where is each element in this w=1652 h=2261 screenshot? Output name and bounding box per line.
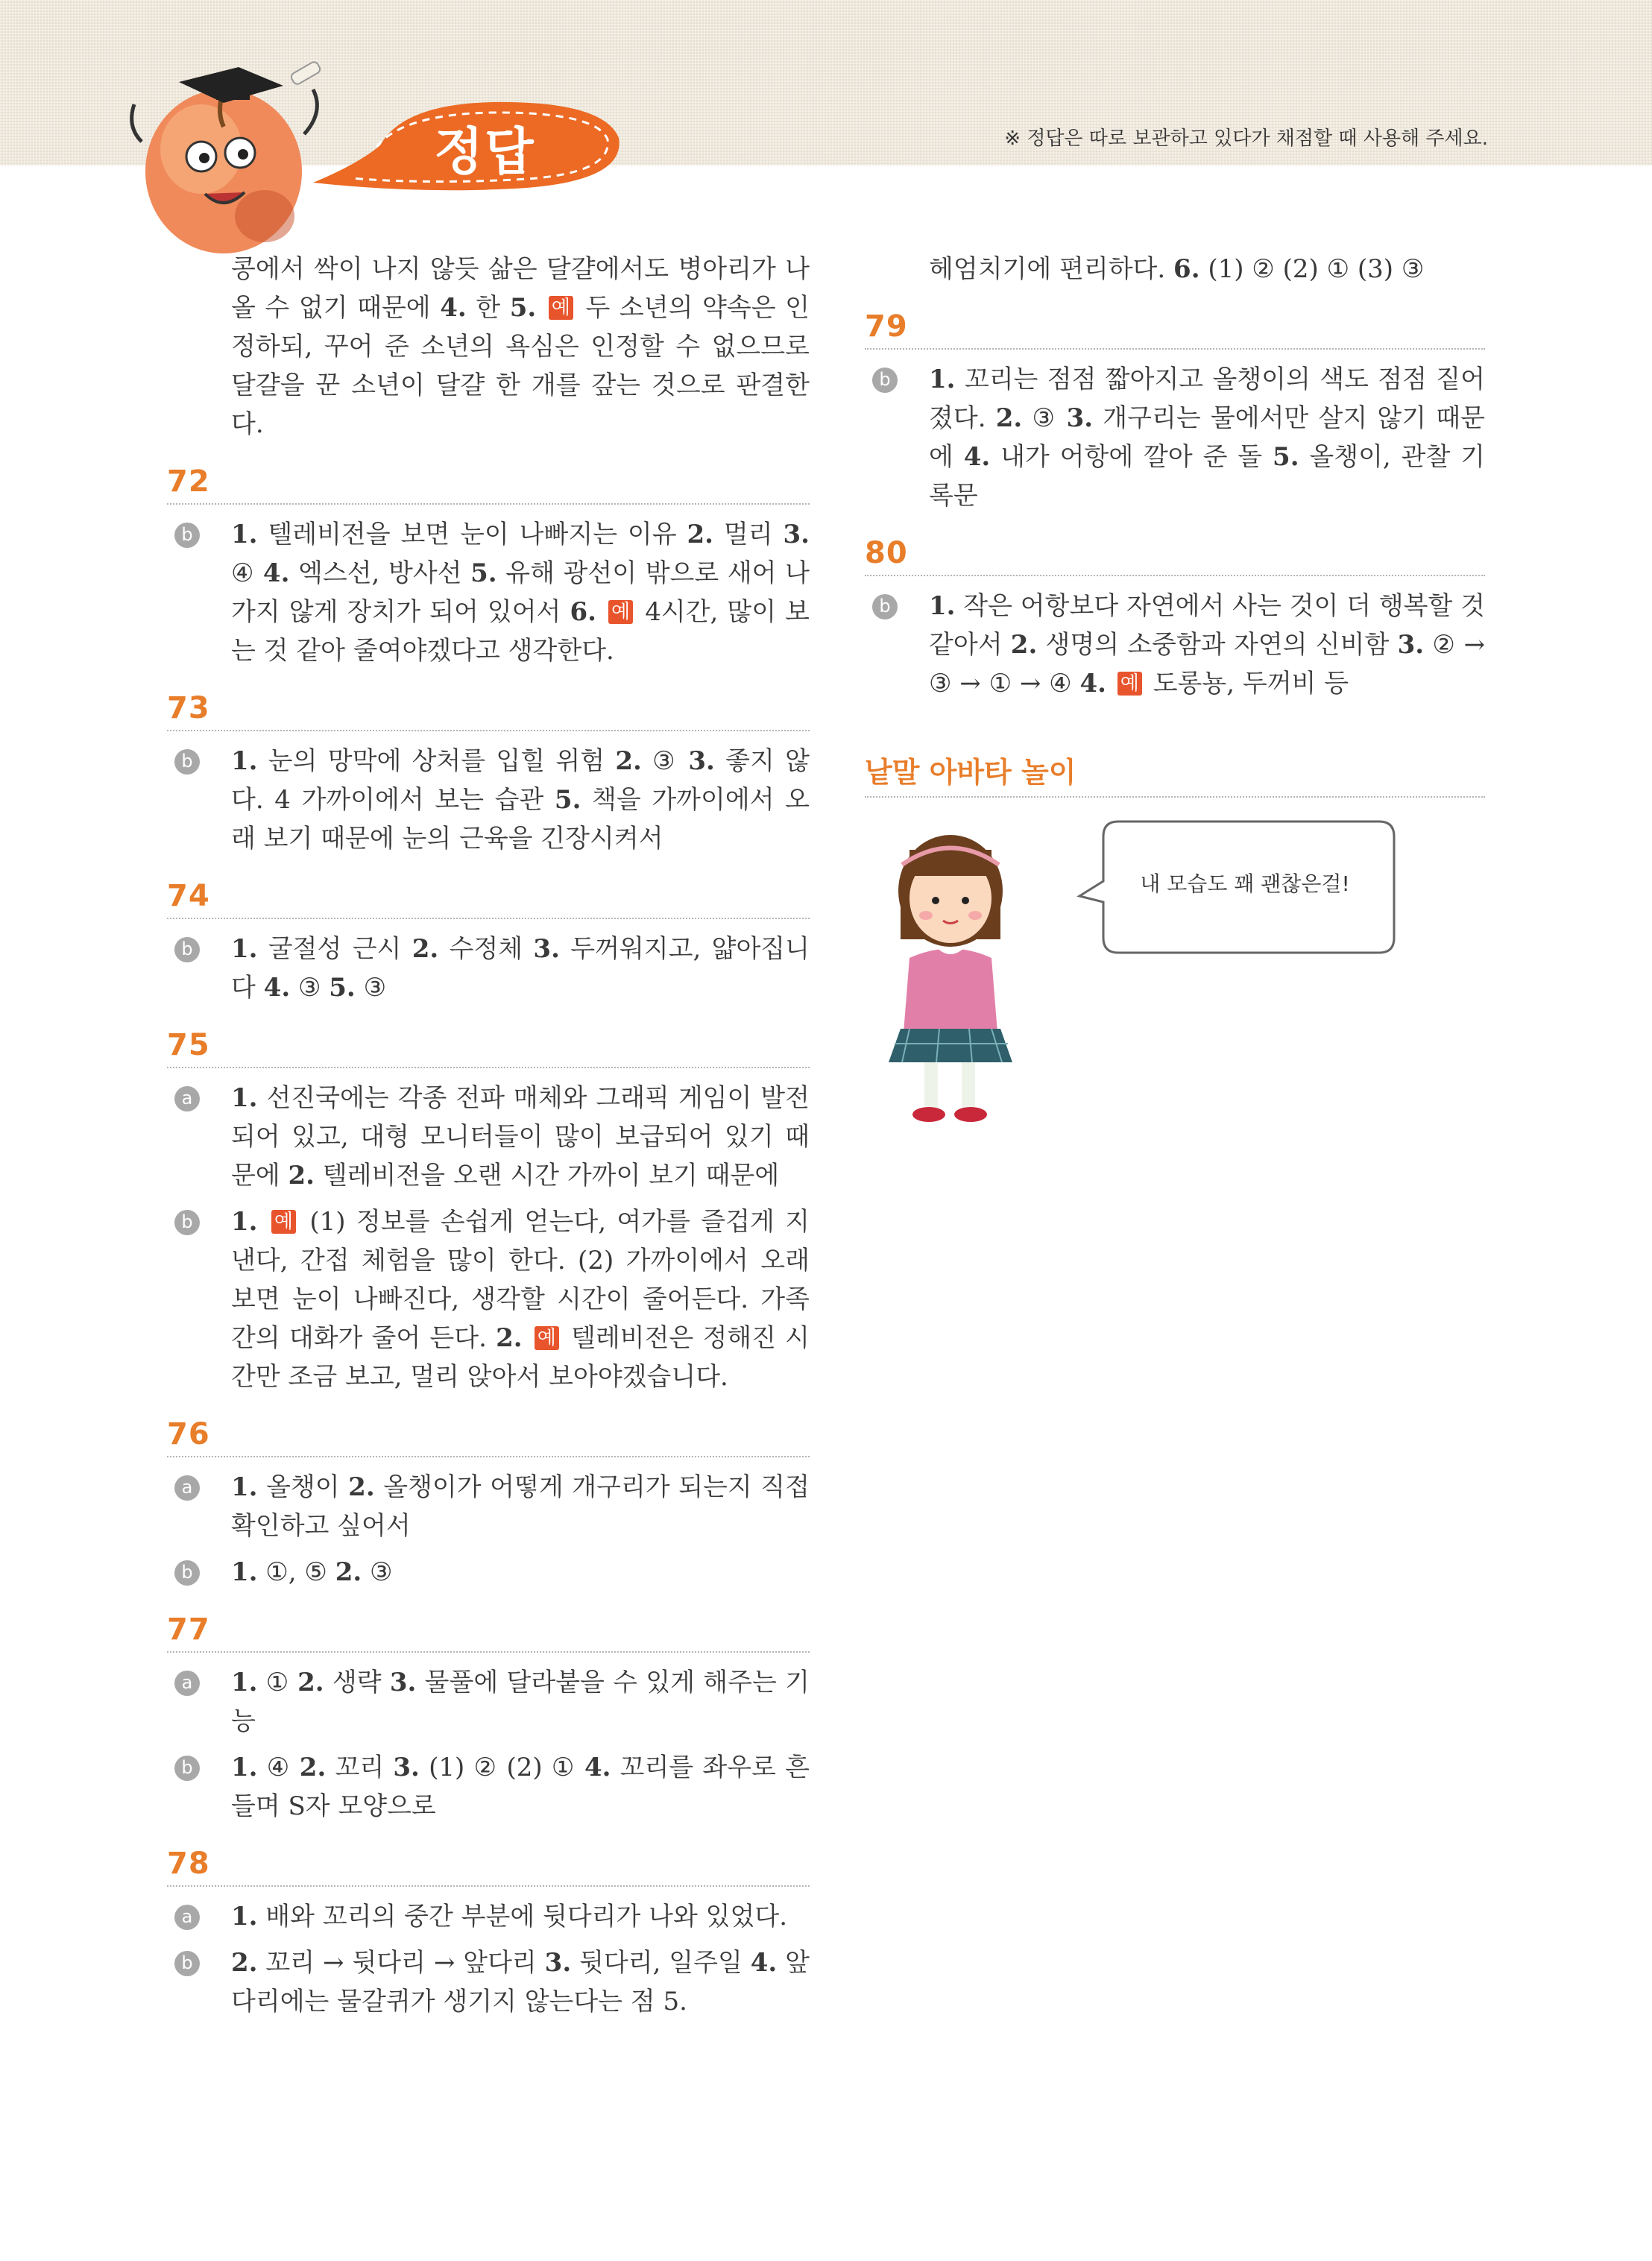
question-80-number: 80 <box>865 536 1485 576</box>
answer-75-a <box>167 1079 810 1195</box>
marker-b-icon: b <box>872 594 898 619</box>
answer-74-b-text: 1. 굴절성 근시 2. 수정체 3. 두꺼워지고, 얇아집니다 4. ③ 5. ③ <box>231 934 810 1003</box>
question-78-number: 78 <box>167 1847 810 1887</box>
right-column <box>865 250 1485 1141</box>
answer-77-a-text: 1. ① 2. 생략 3. 물풀에 달라붙을 수 있게 해주는 기능 <box>231 1668 810 1736</box>
marker-b-icon: b <box>174 1560 200 1586</box>
question-77-number: 77 <box>167 1612 810 1653</box>
question-76-number: 76 <box>167 1417 810 1457</box>
marker-b-icon: b <box>174 523 200 548</box>
marker-b-icon: b <box>174 749 200 775</box>
answer-76-b-text: 1. ①, ⑤ 2. ③ <box>231 1557 393 1587</box>
avatar-section-title: 낱말 아바타 놀이 <box>865 749 1485 798</box>
page-title: 정답 <box>434 123 535 182</box>
answer-79-b-text: 1. 꼬리는 점점 짧아지고 올챙이의 색도 점점 짙어졌다. 2. ③ 3. 개구리는 물에서만 살지 않기 때문에 4. 내가 어항에 깔아 준 돌 5. 올챙이, 관찰 기록문 <box>929 365 1486 511</box>
notice-text: ※ 정답은 따로 보관하고 있다가 채점할 때 사용해 주세요. <box>1004 127 1488 150</box>
marker-b-icon: b <box>872 368 898 393</box>
answer-77-b <box>167 1748 810 1826</box>
intro-text: 콩에서 싹이 나지 않듯 삶은 달걀에서도 병아리가 나올 수 없기 때문에 4. 한 5. 예 두 소년의 약속은 인정하되, 꾸어 준 소년의 욕심은 인정할 수 없으므로 달걀을 꾼 소년이 달걀 한 개를 갚는 것으로 판결한다. <box>231 254 810 439</box>
answer-78-b <box>167 1943 810 2021</box>
answer-75-b-text: 1. 예 (1) 정보를 손쉽게 얻는다, 여가를 즐겁게 지낸다, 간접 체험을 많이 한다. (2) 가까이에서 오래 보면 눈이 나빠진다, 생각할 시간이 줄어든다. 가족간의 대화가 줄어 든다. 2. 예 텔레비전은 정해진 시간만 조금 보고, 멀리 앉아서 보아야겠습니다. <box>231 1207 810 1392</box>
answer-76-a-text: 1. 올챙이 2. 올챙이가 어떻게 개구리가 되는지 직접 확인하고 싶어서 <box>231 1472 810 1541</box>
left-column <box>167 250 810 2028</box>
question-74-number: 74 <box>167 879 810 919</box>
question-73-number: 73 <box>167 691 810 731</box>
marker-a-icon: a <box>174 1905 200 1930</box>
answer-75-a-text: 1. 선진국에는 각종 전파 매체와 그래픽 게임이 발전되어 있고, 대형 모니터들이 많이 보급되어 있기 때문에 2. 텔레비전을 오랜 시간 가까이 보기 때문에 <box>231 1083 810 1191</box>
girl-avatar-icon <box>880 820 1021 1133</box>
answer-78-a-text: 1. 배와 꼬리의 중간 부분에 뒷다리가 나와 있었다. <box>231 1902 787 1932</box>
marker-b-icon: b <box>174 1756 200 1781</box>
avatar-area <box>865 798 1485 1141</box>
question-75-number: 75 <box>167 1028 810 1068</box>
marker-b-icon: b <box>174 1210 200 1235</box>
intro-paragraph <box>167 250 810 444</box>
answer-80-b-text: 1. 작은 어항보다 자연에서 사는 것이 더 행복할 것 같아서 2. 생명의 소중함과 자연의 신비함 3. ② → ③ → ① → ④ 4. 예 도롱뇽, 두꺼비 등 <box>929 591 1485 699</box>
marker-b-icon: b <box>174 937 200 962</box>
answer-77-b-text: 1. ④ 2. 꼬리 3. (1) ② (2) ① 4. 꼬리를 좌우로 흔들며 S자 모양으로 <box>231 1753 810 1821</box>
question-79-number: 79 <box>865 309 1485 350</box>
answer-73-b <box>167 742 810 858</box>
marker-a-icon: a <box>174 1475 200 1501</box>
marker-a-icon: a <box>174 1086 200 1111</box>
answer-78-b-text: 2. 꼬리 → 뒷다리 → 앞다리 3. 뒷다리, 일주일 4. 앞다리에는 물갈퀴가 생기지 않는다는 점 5. <box>231 1948 810 2016</box>
answer-74-b <box>167 930 810 1007</box>
answer-76-b <box>167 1553 810 1592</box>
answer-72-b-text: 1. 텔레비전을 보면 눈이 나빠지는 이유 2. 멀리 3. ④ 4. 엑스선, 방사선 5. 유해 광선이 밖으로 새어 나가지 않게 장치가 되어 있어서 6. 예 4시간, 많이 보는 것 같아 줄여야겠다고 생각한다. <box>231 520 810 666</box>
marker-a-icon: a <box>174 1671 200 1696</box>
answer-75-b <box>167 1202 810 1396</box>
answer-80-b <box>865 587 1485 703</box>
answer-76-a <box>167 1468 810 1545</box>
answer-78-a <box>167 1897 810 1936</box>
continued-paragraph <box>865 250 1485 288</box>
peach-mascot-icon <box>112 45 335 261</box>
marker-b-icon: b <box>174 1951 200 1976</box>
continued-text: 헤엄치기에 편리하다. 6. (1) ② (2) ① (3) ③ <box>929 254 1425 284</box>
answer-79-b <box>865 360 1485 515</box>
answer-77-a <box>167 1663 810 1741</box>
answer-72-b <box>167 515 810 670</box>
speech-bubble-text: 내 모습도 꽤 괜찮은걸! <box>1140 871 1350 896</box>
answer-73-b-text: 1. 눈의 망막에 상처를 입힐 위험 2. ③ 3. 좋지 않다. 4 가까이에서 보는 습관 5. 책을 가까이에서 오래 보기 때문에 눈의 근육을 긴장시켜서 <box>231 746 810 854</box>
question-72-number: 72 <box>167 464 810 505</box>
